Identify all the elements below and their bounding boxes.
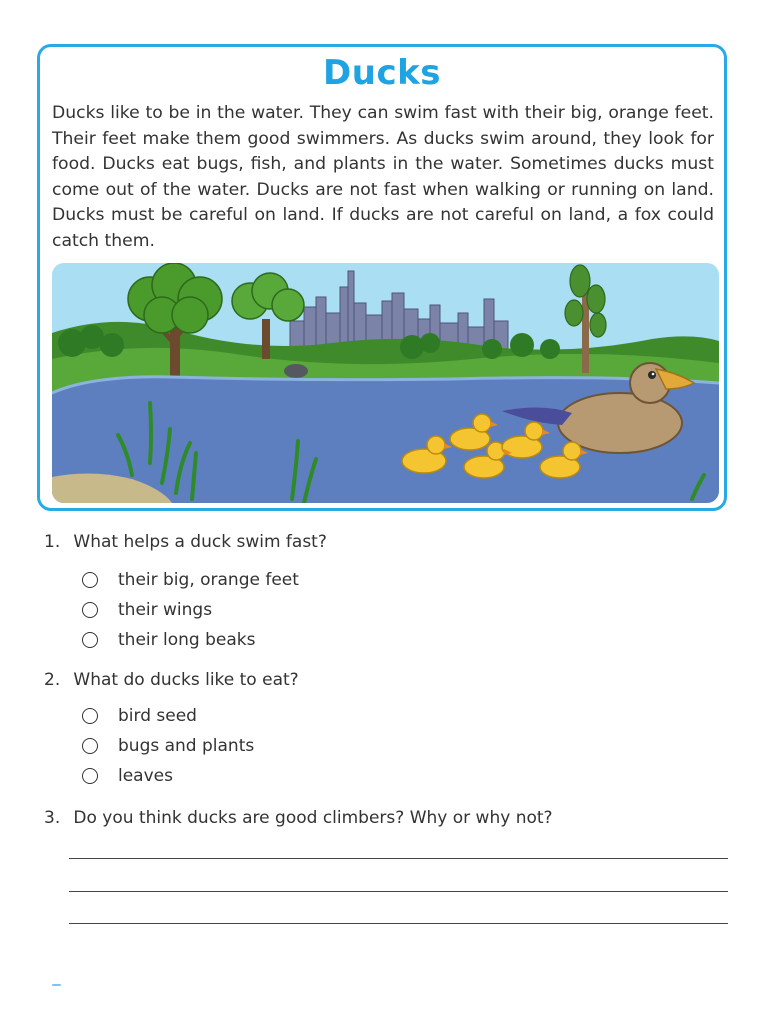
question-1	[44, 532, 327, 552]
reading-passage: Ducks like to be in the water. They can swim fast with their big, orange feet. Their feet make them good swimmers. As ducks swim around, they look for food. Ducks eat bugs, fish, and plants in the water. Sometimes ducks must come out of the water. Ducks are not fast when walking or running on land. Ducks must be careful on land. If ducks are not careful on land, a fox could catch them.	[52, 103, 714, 251]
q2-option-3[interactable]	[82, 766, 173, 786]
option-label: leaves	[118, 766, 173, 786]
question-number: 3.	[44, 808, 61, 828]
option-label: their long beaks	[118, 630, 256, 650]
option-label: their big, orange feet	[118, 570, 299, 590]
question-text: Do you think ducks are good climbers? Why or why not?	[73, 808, 553, 828]
q1-option-1[interactable]	[82, 570, 299, 590]
option-label: their wings	[118, 600, 213, 620]
radio-circle-icon[interactable]	[82, 738, 98, 754]
question-text: What do ducks like to eat?	[73, 670, 299, 690]
page-corner-mark	[52, 984, 61, 986]
reading-passage-card	[37, 44, 727, 511]
radio-circle-icon[interactable]	[82, 768, 98, 784]
radio-circle-icon[interactable]	[82, 632, 98, 648]
answer-line-3[interactable]	[69, 923, 728, 924]
duck-pond-illustration	[52, 263, 719, 503]
q1-option-2[interactable]	[82, 600, 212, 620]
answer-line-2[interactable]	[69, 891, 728, 892]
question-text: What helps a duck swim fast?	[73, 532, 327, 552]
pond-scene-image	[52, 263, 719, 503]
radio-circle-icon[interactable]	[82, 602, 98, 618]
radio-circle-icon[interactable]	[82, 572, 98, 588]
q1-option-3[interactable]	[82, 630, 255, 650]
question-2	[44, 670, 299, 690]
page-title: Ducks	[323, 53, 441, 93]
q2-option-2[interactable]	[82, 736, 254, 756]
answer-line-1[interactable]	[69, 858, 728, 859]
option-label: bird seed	[118, 706, 197, 726]
option-label: bugs and plants	[118, 736, 255, 756]
question-number: 2.	[44, 670, 61, 690]
radio-circle-icon[interactable]	[82, 708, 98, 724]
question-3	[44, 808, 553, 828]
q2-option-1[interactable]	[82, 706, 197, 726]
question-number: 1.	[44, 532, 61, 552]
